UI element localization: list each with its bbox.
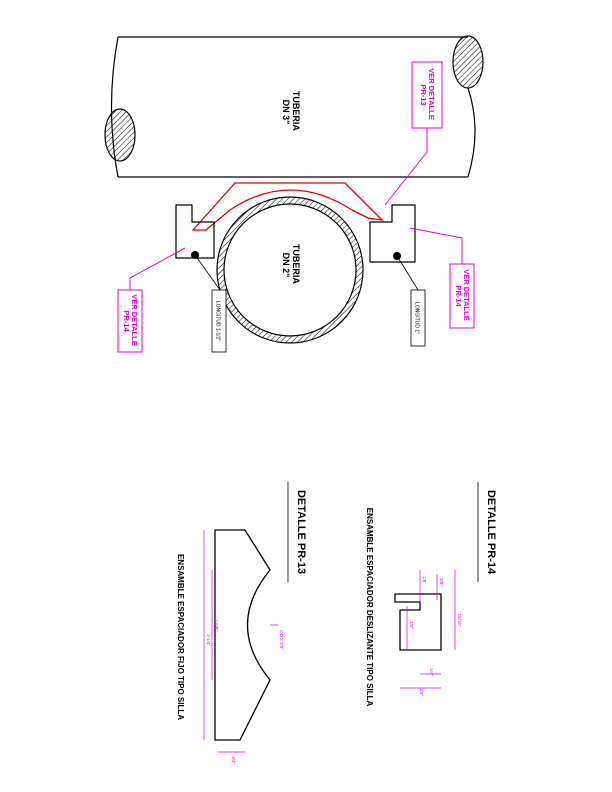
svg-text:1/4": 1/4" bbox=[429, 668, 434, 676]
svg-text:3/4": 3/4" bbox=[231, 756, 236, 764]
svg-text:1/2": 1/2" bbox=[409, 621, 414, 629]
svg-text:OD 2-7/8": OD 2-7/8" bbox=[279, 630, 284, 650]
detail-pr14-title: DETALLE PR-14 bbox=[485, 489, 497, 575]
spacer-block-left bbox=[176, 205, 220, 290]
detail-pr13 bbox=[176, 482, 307, 764]
callout-pr14-left bbox=[118, 248, 185, 352]
spacer-block-right bbox=[370, 205, 418, 290]
main-view bbox=[105, 36, 483, 352]
pipe-large-label: TUBERIA DN 3" bbox=[281, 90, 301, 131]
svg-text:1/8": 1/8" bbox=[422, 576, 427, 584]
bolt-tag-left bbox=[212, 290, 226, 352]
detail-pr13-title: DETALLE PR-13 bbox=[295, 489, 307, 575]
svg-text:VER DETALLE PR-14: VER DETALLE PR-14 bbox=[454, 269, 471, 321]
pipe-small-label: TUBERIA DN 2" bbox=[281, 243, 301, 284]
svg-text:VER DETALLE PR-14: VER DETALLE PR-14 bbox=[122, 294, 139, 346]
detail-pr14 bbox=[365, 482, 497, 706]
svg-text:3/4": 3/4" bbox=[419, 688, 424, 696]
detail-pr13-subtitle: ENSAMBLE ESPACIADOR FIJO TIPO SILLA bbox=[176, 553, 185, 721]
svg-text:15/16": 15/16" bbox=[457, 613, 462, 627]
svg-text:LONGITUD 1-1/2": LONGITUD 1-1/2" bbox=[214, 300, 221, 342]
pr14-part-outline bbox=[395, 594, 441, 650]
pr13-saddle-outline bbox=[215, 530, 270, 740]
bolt-tag-right bbox=[411, 290, 425, 346]
svg-text:LONGITUD 1": LONGITUD 1" bbox=[413, 302, 420, 334]
svg-text:3/8": 3/8" bbox=[439, 578, 444, 586]
svg-text:VER DETALLE PR-13: VER DETALLE PR-13 bbox=[419, 68, 436, 120]
detail-pr14-subtitle: ENSAMBLE ESPACIADOR DESLIZANTE TIPO SILLA bbox=[365, 507, 374, 707]
svg-text:1-5/8": 1-5/8" bbox=[214, 619, 219, 631]
callout-pr13 bbox=[385, 62, 442, 205]
svg-text:2-1/4": 2-1/4" bbox=[206, 634, 211, 646]
